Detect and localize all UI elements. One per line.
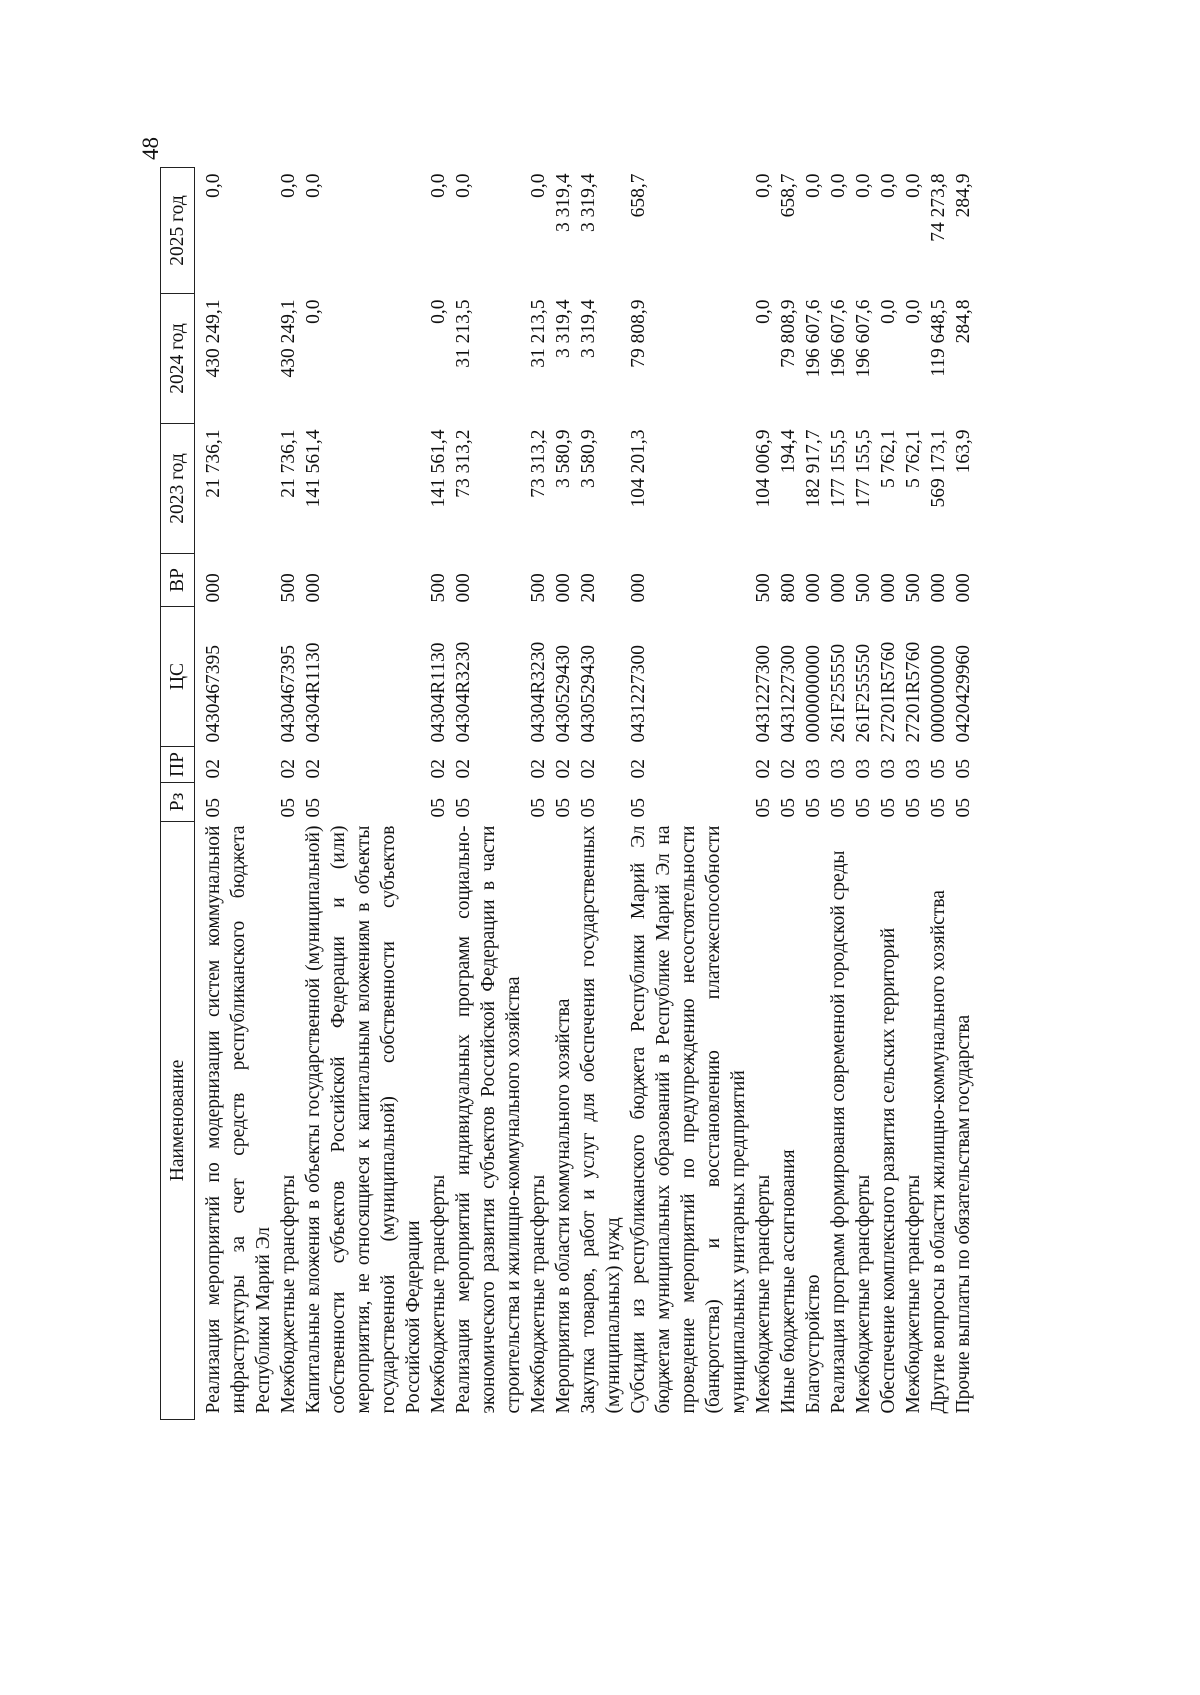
header-2025: 2025 год: [161, 168, 195, 294]
table-row: [276, 168, 301, 1420]
row-rz: 05: [528, 798, 549, 818]
row-rz: 05: [453, 798, 474, 818]
row-2024: 79 808,9: [778, 299, 799, 368]
row-vr: 500: [528, 573, 549, 603]
row-name: Прочие выплаты по обязательствам государства: [953, 1014, 974, 1414]
row-2025: 0,0: [878, 173, 899, 198]
row-pr: 03: [853, 759, 874, 779]
row-cs: 0431227300: [753, 645, 774, 743]
row-2023: 177 155,5: [828, 429, 849, 508]
row-vr: 500: [903, 573, 924, 603]
row-2024: 196 607,6: [828, 299, 849, 378]
row-pr: 02: [278, 759, 299, 779]
row-vr: 000: [803, 573, 824, 603]
row-name: Межбюджетные трансферты: [528, 1174, 549, 1414]
row-2025: 658,7: [628, 173, 649, 218]
table-row: [626, 168, 751, 1420]
table-row: [451, 168, 526, 1420]
row-rz: 05: [928, 798, 949, 818]
row-2023: 104 201,3: [628, 429, 649, 508]
row-2024: 31 213,5: [528, 299, 549, 368]
row-cs: 0431227300: [628, 645, 649, 743]
row-vr: 800: [778, 573, 799, 603]
row-vr: 000: [928, 573, 949, 603]
table-row: [526, 168, 551, 1420]
row-2025: 284,9: [953, 173, 974, 218]
header-2023: 2023 год: [161, 424, 195, 554]
table-row: [876, 168, 901, 1420]
row-cs: 0000000000: [928, 645, 949, 743]
row-pr: 02: [628, 759, 649, 779]
row-pr: 03: [878, 759, 899, 779]
row-name: Другие вопросы в области жилищно-коммунального хозяйства: [928, 890, 949, 1414]
row-2023: 73 313,2: [528, 429, 549, 498]
row-cs: 261F255550: [828, 643, 849, 743]
row-2025: 658,7: [778, 173, 799, 218]
row-pr: 02: [553, 759, 574, 779]
row-2025: 3 319,4: [578, 173, 599, 232]
row-rz: 05: [803, 798, 824, 818]
row-name: Иные бюджетные ассигнования: [778, 1149, 799, 1414]
row-rz: 05: [553, 798, 574, 818]
row-name: Субсидии из республиканского бюджета Республики Марий Эл бюджетам муниципальных образований в Республике Марий Эл на проведение мероприятий по предупреждению несостоятельности (банкротства) и восстановлению платежеспособности муниципальных унитарных предприятий: [628, 825, 749, 1414]
row-vr: 000: [303, 573, 324, 603]
row-name: Обеспечение комплексного развития сельских территорий: [878, 927, 899, 1414]
row-vr: 000: [953, 573, 974, 603]
row-rz: 05: [428, 798, 449, 818]
row-cs: 0430467395: [203, 645, 224, 743]
row-2024: 119 648,5: [928, 299, 949, 377]
row-pr: 05: [953, 759, 974, 779]
row-cs: 04304R3230: [528, 641, 549, 743]
header-cs: ЦС: [161, 607, 195, 747]
row-2025: 0,0: [803, 173, 824, 198]
row-cs: 27201R5760: [878, 641, 899, 743]
table-row: [951, 168, 976, 1420]
row-name: Межбюджетные трансферты: [753, 1174, 774, 1414]
row-rz: 05: [278, 798, 299, 818]
header-name: Наименование: [161, 822, 195, 1420]
page-number: 48: [138, 137, 163, 160]
row-2023: 5 762,1: [903, 429, 924, 488]
row-cs: 27201R5760: [903, 641, 924, 743]
row-rz: 05: [953, 798, 974, 818]
row-pr: 05: [928, 759, 949, 779]
row-vr: 200: [578, 573, 599, 603]
row-2025: 3 319,4: [553, 173, 574, 232]
row-vr: 000: [878, 573, 899, 603]
row-2024: 196 607,6: [853, 299, 874, 378]
table-row: [195, 168, 277, 1420]
row-pr: 02: [428, 759, 449, 779]
row-2023: 73 313,2: [453, 429, 474, 498]
row-cs: 0431227300: [778, 645, 799, 743]
row-cs: 04304R3230: [453, 641, 474, 743]
table-row: [926, 168, 951, 1420]
row-cs: 0430529430: [578, 645, 599, 743]
row-2025: 74 273,8: [928, 173, 949, 242]
row-name: Закупка товаров, работ и услуг для обеспечения государственных (муниципальных) нужд: [578, 825, 624, 1414]
row-vr: 500: [428, 573, 449, 603]
row-2025: 0,0: [278, 173, 299, 198]
table-row: [301, 168, 426, 1420]
row-2025: 0,0: [753, 173, 774, 198]
row-2025: 0,0: [303, 173, 324, 198]
row-2025: 0,0: [903, 173, 924, 198]
row-2023: 177 155,5: [853, 429, 874, 508]
row-2024: 31 213,5: [453, 299, 474, 368]
row-2025: 0,0: [828, 173, 849, 198]
row-2025: 0,0: [203, 173, 224, 198]
row-cs: 0430529430: [553, 645, 574, 743]
table-row: [801, 168, 826, 1420]
row-rz: 05: [903, 798, 924, 818]
budget-table: [160, 167, 976, 1420]
table-row: [576, 168, 626, 1420]
table-row: [826, 168, 851, 1420]
row-vr: 000: [828, 573, 849, 603]
row-2024: 430 249,1: [203, 299, 224, 378]
row-rz: 05: [853, 798, 874, 818]
row-rz: 05: [203, 798, 224, 818]
row-name: Благоустройство: [803, 1274, 824, 1414]
header-vr: ВР: [161, 554, 195, 607]
row-cs: 0000000000: [803, 645, 824, 743]
row-name: Мероприятия в области коммунального хозяйства: [553, 998, 574, 1414]
row-2024: 284,8: [953, 299, 974, 344]
row-vr: 000: [203, 573, 224, 603]
header-pr: ПР: [161, 747, 195, 783]
row-pr: 02: [753, 759, 774, 779]
row-rz: 05: [878, 798, 899, 818]
row-2023: 182 917,7: [803, 429, 824, 508]
row-2024: 0,0: [903, 299, 924, 324]
table-row: [776, 168, 801, 1420]
row-rz: 05: [778, 798, 799, 818]
row-rz: 05: [828, 798, 849, 818]
table-row: [551, 168, 576, 1420]
row-rz: 05: [303, 798, 324, 818]
table-row: [901, 168, 926, 1420]
row-2023: 569 173,1: [928, 429, 949, 508]
row-pr: 03: [828, 759, 849, 779]
row-2024: 79 808,9: [628, 299, 649, 368]
row-2024: 3 319,4: [578, 299, 599, 358]
row-2024: 0,0: [303, 299, 324, 324]
row-name: Межбюджетные трансферты: [903, 1174, 924, 1414]
table-row: [751, 168, 776, 1420]
row-name: Межбюджетные трансферты: [853, 1174, 874, 1414]
row-2025: 0,0: [428, 173, 449, 198]
row-2024: 196 607,6: [803, 299, 824, 378]
header-2024: 2024 год: [161, 294, 195, 424]
row-pr: 02: [303, 759, 324, 779]
row-2023: 194,4: [778, 429, 799, 474]
row-rz: 05: [578, 798, 599, 818]
row-2023: 3 580,9: [578, 429, 599, 488]
row-vr: 000: [453, 573, 474, 603]
row-pr: 02: [528, 759, 549, 779]
row-2023: 141 561,4: [428, 429, 449, 508]
row-name: Реализация мероприятий по модернизации систем коммунальной инфраструктуры за счет средств республиканского бюджета Республики Марий Эл: [203, 825, 274, 1414]
row-2025: 0,0: [528, 173, 549, 198]
row-2023: 3 580,9: [553, 429, 574, 488]
row-cs: 261F255550: [853, 643, 874, 743]
row-name: Реализация программ формирования современной городской среды: [828, 850, 849, 1414]
row-2023: 104 006,9: [753, 429, 774, 508]
row-2023: 21 736,1: [278, 429, 299, 498]
row-2024: 0,0: [878, 299, 899, 324]
row-2023: 163,9: [953, 429, 974, 474]
row-pr: 02: [203, 759, 224, 779]
row-rz: 05: [628, 798, 649, 818]
table-header-row: [161, 168, 195, 1420]
row-cs: 0430467395: [278, 645, 299, 743]
row-pr: 03: [903, 759, 924, 779]
row-2024: 0,0: [428, 299, 449, 324]
row-2025: 0,0: [853, 173, 874, 198]
row-name: Капитальные вложения в объекты государственной (муниципальной) собственности субъектов Российской Федерации и (или) мероприятия, не относящиеся к капитальным вложениям в объекты государственной (муниципальной) собственности субъектов Российской Федерации: [303, 825, 424, 1414]
row-cs: 0420429960: [953, 645, 974, 743]
row-2024: 0,0: [753, 299, 774, 324]
row-vr: 000: [553, 573, 574, 603]
row-vr: 000: [628, 573, 649, 603]
table-row: [851, 168, 876, 1420]
row-vr: 500: [278, 573, 299, 603]
row-2024: 430 249,1: [278, 299, 299, 378]
row-pr: 03: [803, 759, 824, 779]
row-name: Межбюджетные трансферты: [428, 1174, 449, 1414]
row-2023: 21 736,1: [203, 429, 224, 498]
row-pr: 02: [578, 759, 599, 779]
row-2023: 141 561,4: [303, 429, 324, 508]
row-vr: 500: [853, 573, 874, 603]
row-2025: 0,0: [453, 173, 474, 198]
row-cs: 04304R1130: [303, 642, 324, 743]
row-pr: 02: [453, 759, 474, 779]
header-rz: Рз: [161, 783, 195, 822]
row-vr: 500: [753, 573, 774, 603]
row-cs: 04304R1130: [428, 642, 449, 743]
table-row: [426, 168, 451, 1420]
row-2024: 3 319,4: [553, 299, 574, 358]
row-rz: 05: [753, 798, 774, 818]
row-pr: 02: [778, 759, 799, 779]
row-name: Межбюджетные трансферты: [278, 1174, 299, 1414]
row-name: Реализация мероприятий индивидуальных программ социально-экономического развития субъектов Российской Федерации в части строительства и жилищно-коммунального хозяйства: [453, 825, 524, 1414]
row-2023: 5 762,1: [878, 429, 899, 488]
